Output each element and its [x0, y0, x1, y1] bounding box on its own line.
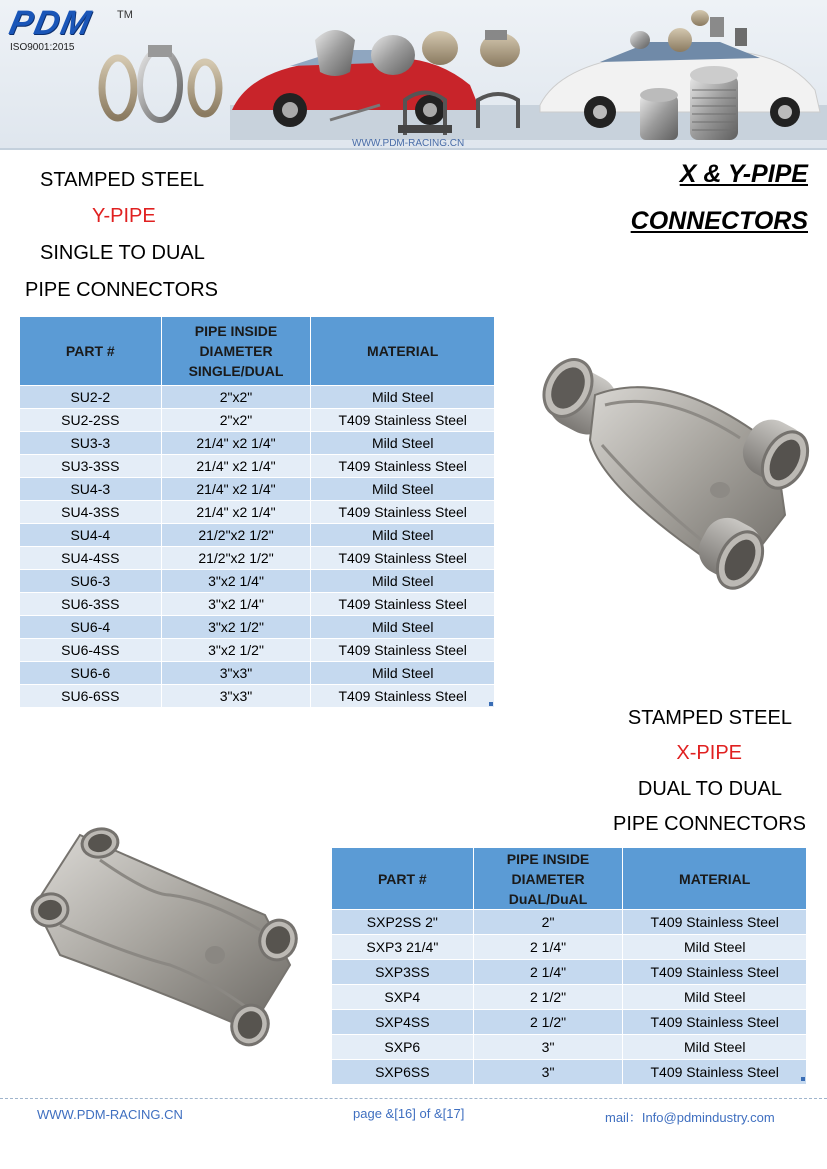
cell-material: T409 Stainless Steel — [311, 547, 495, 570]
cell-diameter: 3"x3" — [161, 662, 311, 685]
cell-part-number: SU4-4 — [20, 524, 162, 547]
y-section-heading-4: PIPE CONNECTORS — [25, 279, 218, 301]
table-header-row — [332, 848, 807, 910]
table-row — [20, 524, 495, 547]
cell-diameter: 21/4" x2 1/4" — [161, 478, 311, 501]
cell-diameter: 21/4" x2 1/4" — [161, 432, 311, 455]
cell-part-number: SXP3SS — [332, 960, 474, 985]
cell-material: T409 Stainless Steel — [311, 501, 495, 524]
x-pipe-spec-table — [331, 847, 807, 1085]
cell-part-number: SU2-2 — [20, 386, 162, 409]
diameter-header-line: DIAMETER — [511, 870, 585, 887]
cell-material: Mild Steel — [311, 570, 495, 593]
cell-material: Mild Steel — [623, 1035, 807, 1060]
col-header-part: PART # — [332, 848, 474, 910]
table-row — [332, 1060, 807, 1085]
x-section-heading-3: DUAL TO DUAL — [637, 778, 782, 800]
diameter-header-line: DuAL/DuAL — [508, 890, 588, 907]
cell-part-number: SXP3 21/4" — [332, 935, 474, 960]
table-row — [20, 639, 495, 662]
cell-diameter: 2"x2" — [161, 386, 311, 409]
cell-part-number: SXP6 — [332, 1035, 474, 1060]
table-row — [20, 409, 495, 432]
cell-material: Mild Steel — [623, 935, 807, 960]
cell-part-number: SXP4 — [332, 985, 474, 1010]
cell-material: T409 Stainless Steel — [311, 455, 495, 478]
footer-divider — [0, 1098, 827, 1099]
cell-material: Mild Steel — [311, 524, 495, 547]
cell-diameter: 3"x3" — [161, 685, 311, 708]
table-resize-handle — [489, 702, 493, 706]
cell-material: Mild Steel — [311, 662, 495, 685]
header-banner — [0, 0, 827, 150]
y-section-heading-1: STAMPED STEEL — [40, 169, 205, 191]
y-pipe-product-image — [530, 350, 815, 600]
cell-diameter: 2" — [473, 910, 623, 935]
cell-part-number: SU6-4SS — [20, 639, 162, 662]
table-row — [20, 478, 495, 501]
col-header-part: PART # — [20, 317, 162, 386]
cell-diameter: 2 1/4" — [473, 960, 623, 985]
cell-part-number: SU6-3 — [20, 570, 162, 593]
cell-part-number: SU6-4 — [20, 616, 162, 639]
cell-material: T409 Stainless Steel — [311, 685, 495, 708]
col-header-diameter — [161, 317, 311, 386]
table-row — [20, 501, 495, 524]
table-row — [332, 910, 807, 935]
cell-diameter: 21/2"x2 1/2" — [161, 547, 311, 570]
cell-material: T409 Stainless Steel — [623, 1010, 807, 1035]
banner-product-collage — [0, 0, 827, 150]
table-row — [20, 616, 495, 639]
table-row — [20, 662, 495, 685]
footer-website-link[interactable]: WWW.PDM-RACING.CN — [37, 1107, 183, 1122]
cell-material: T409 Stainless Steel — [311, 593, 495, 616]
cell-material: T409 Stainless Steel — [623, 910, 807, 935]
cell-diameter: 21/4" x2 1/4" — [161, 501, 311, 524]
diameter-header-line: SINGLE/DUAL — [188, 363, 284, 379]
table-row — [332, 1010, 807, 1035]
cell-part-number: SU2-2SS — [20, 409, 162, 432]
cell-diameter: 3" — [473, 1035, 623, 1060]
cell-part-number: SXP2SS 2" — [332, 910, 474, 935]
cell-diameter: 21/2"x2 1/2" — [161, 524, 311, 547]
table-row — [20, 570, 495, 593]
y-pipe-spec-table — [19, 316, 495, 708]
cell-part-number: SU6-6SS — [20, 685, 162, 708]
table-row — [332, 1035, 807, 1060]
trademark-mark: TM — [117, 9, 133, 21]
y-section-heading-3: SINGLE TO DUAL — [40, 242, 205, 264]
table-row — [20, 432, 495, 455]
cell-part-number: SU3-3 — [20, 432, 162, 455]
y-section-heading-2: Y-PIPE — [92, 205, 156, 227]
table-row — [20, 547, 495, 570]
diameter-header-line: PIPE INSIDE — [194, 323, 278, 339]
cell-material: Mild Steel — [311, 478, 495, 501]
cell-diameter: 3" — [473, 1060, 623, 1085]
cell-material: T409 Stainless Steel — [623, 960, 807, 985]
cell-material: Mild Steel — [623, 985, 807, 1010]
table-row — [20, 455, 495, 478]
cell-part-number: SU6-3SS — [20, 593, 162, 616]
cell-material: Mild Steel — [311, 432, 495, 455]
page-title-line1: X & Y-PIPE — [679, 160, 808, 188]
footer-email-link[interactable]: mail：Info@pdmindustry.com — [605, 1110, 775, 1125]
table-row — [20, 685, 495, 708]
cell-material: Mild Steel — [311, 616, 495, 639]
col-header-diameter — [473, 848, 623, 910]
cell-material: T409 Stainless Steel — [311, 409, 495, 432]
cell-diameter: 3"x2 1/2" — [161, 616, 311, 639]
table-row — [332, 985, 807, 1010]
table-header-row — [20, 317, 495, 386]
cell-diameter: 3"x2 1/2" — [161, 639, 311, 662]
x-pipe-product-image — [20, 815, 310, 1065]
cell-material: Mild Steel — [311, 386, 495, 409]
table-row — [20, 386, 495, 409]
brand-logo: PDM — [6, 4, 96, 42]
cell-part-number: SU4-3SS — [20, 501, 162, 524]
table-row — [20, 593, 495, 616]
iso-certification: ISO9001:2015 — [10, 42, 75, 53]
cell-part-number: SU3-3SS — [20, 455, 162, 478]
cell-part-number: SXP4SS — [332, 1010, 474, 1035]
x-section-heading-1: STAMPED STEEL — [627, 707, 792, 729]
x-section-heading-2: X-PIPE — [676, 742, 742, 764]
cell-part-number: SU4-3 — [20, 478, 162, 501]
table-row — [332, 960, 807, 985]
col-header-material: MATERIAL — [623, 848, 807, 910]
cell-diameter: 2"x2" — [161, 409, 311, 432]
page-title-line2: CONNECTORS — [630, 207, 808, 235]
cell-material: T409 Stainless Steel — [623, 1060, 807, 1085]
cell-diameter: 21/4" x2 1/4" — [161, 455, 311, 478]
cell-diameter: 2 1/4" — [473, 935, 623, 960]
cell-part-number: SU6-6 — [20, 662, 162, 685]
diameter-header-line: PIPE INSIDE — [506, 850, 590, 867]
x-section-heading-4: PIPE CONNECTORS — [613, 813, 806, 835]
table-resize-handle — [801, 1077, 805, 1081]
footer-page-number: page &[16] of &[17] — [353, 1106, 465, 1121]
table-row — [332, 935, 807, 960]
cell-part-number: SXP6SS — [332, 1060, 474, 1085]
cell-diameter: 3"x2 1/4" — [161, 593, 311, 616]
cell-diameter: 3"x2 1/4" — [161, 570, 311, 593]
cell-material: T409 Stainless Steel — [311, 639, 495, 662]
cell-diameter: 2 1/2" — [473, 1010, 623, 1035]
header-website-link[interactable]: WWW.PDM-RACING.CN — [352, 138, 465, 149]
cell-part-number: SU4-4SS — [20, 547, 162, 570]
diameter-header-line: DIAMETER — [199, 343, 273, 359]
col-header-material: MATERIAL — [311, 317, 495, 386]
cell-diameter: 2 1/2" — [473, 985, 623, 1010]
